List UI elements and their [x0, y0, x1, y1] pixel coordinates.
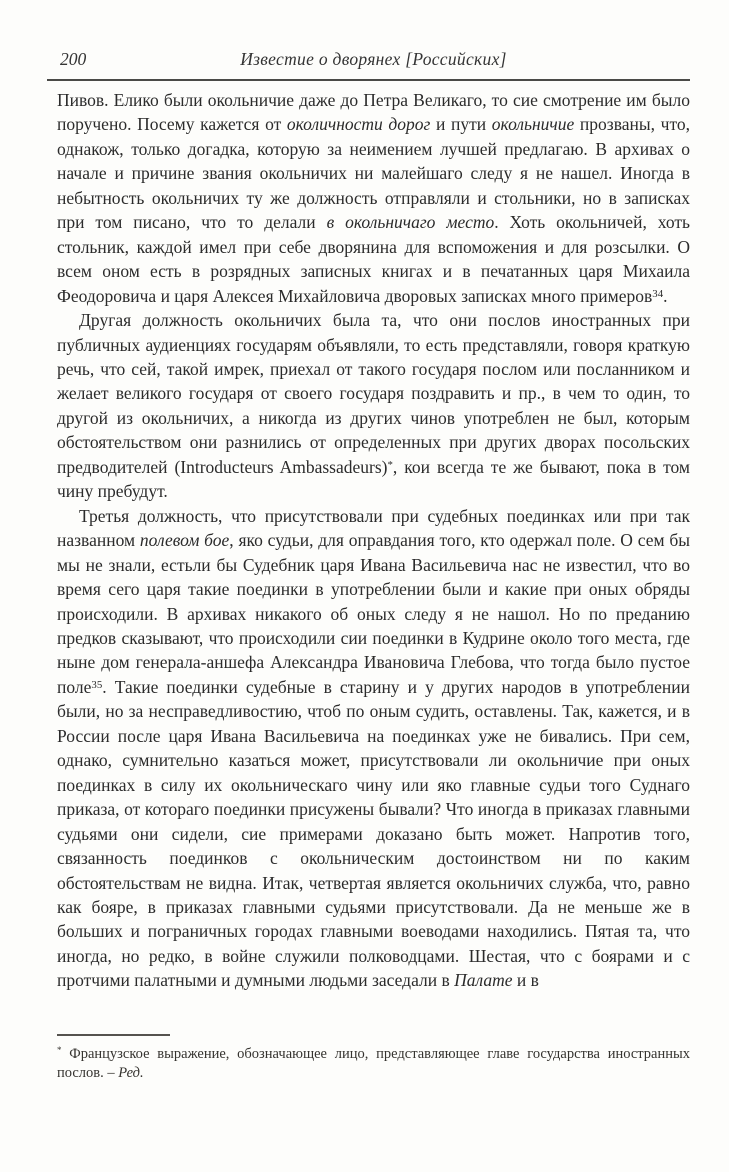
- italic-run: околичности дорог: [286, 114, 431, 135]
- superscript-marker: *: [57, 1045, 62, 1056]
- text-run: , яко судьи, для оправдания того, кто одержал поле. О сем бы мы не знали, естьли бы Судебник царя Ивана Васильевича нас не известил, что во время сего царя такие поединки в употреблении были и какие при оных обряды происходили. В архивах никакого об оных следу я не нашол. Но по преданию предков сказывают, что происходили сии поединки в Кудрине около того места, где ныне дом генерала-аншефа Александра Ивановича Глебова, что тогда было пустое поле: [57, 530, 690, 697]
- text-run: .: [663, 285, 668, 306]
- text-run: Пивов. Елико были окольничие даже до Петра Великаго, то сие смотрение им было поручено. Посему кажется от: [57, 90, 690, 135]
- text-run: Французское выражение, обозначающее лицо, представляющее главе государства иностранных послов. –: [57, 1045, 690, 1081]
- footnote: [57, 1045, 690, 1084]
- paragraph: [57, 308, 690, 504]
- text-run: и в: [512, 970, 539, 991]
- footnote-rule: [57, 1034, 170, 1036]
- page-number: 200: [60, 49, 87, 69]
- italic-run: в окольничаго место: [326, 212, 495, 233]
- text-run: . Хоть окольничей, хоть стольник, каждой имел при себе дворянина для вспоможения и для розсылки. О всем оном есть в розрядных записных книгах и в печатанных царя Михаила Феодоровича и царя Алексея Михайловича дворовых записках много примеров: [57, 212, 690, 306]
- superscript-marker: 35: [91, 679, 103, 691]
- text-run: Другая должность окольничих была та, что они послов иностранных при публичных аудиенциях государям объявляли, то есть представляли, говоря краткую речь, что сей, такой имрек, приехал от такого государя послом или посланником и желает великого государя от своего государя поздравить и пр., в чем то один, то другой из окольничих, а никогда из других чинов употреблен не был, которым обстоятельством они разнились от определенных при других дворах посольских предводителей (Introducteurs Ambassadeurs): [57, 310, 690, 477]
- text-run: и пути: [430, 114, 492, 135]
- paragraph: [57, 88, 690, 308]
- text-run: , кои всегда те же бывают, пока в том чину пребудут.: [57, 456, 690, 502]
- text-run: Третья должность, что присутствовали при судебных поединках или при так названном: [57, 505, 690, 551]
- header-rule: [47, 79, 690, 81]
- italic-run: окольничие: [491, 114, 575, 135]
- body-text: [57, 88, 690, 993]
- text-run: прозваны, что, однакож, только догадка, которую за неимением лучшей предлагаю. В архивах о начале и причине звания окольничих ни малейшаго следу я не нашел. Иногда в небытность окольничих ту же должность отправляли и стольники, но в записках при том писано, что то делали: [57, 114, 690, 233]
- superscript-marker: *: [387, 458, 393, 471]
- superscript-marker: 34: [652, 287, 664, 300]
- text-run: . Такие поединки судебные в старину и у других народов в употреблении были, но за несправедливостию, чтоб по оным судить, оставлены. Так, кажется, и в России после царя Ивана Васильевича на поединках уже не бивались. При сем, однако, сумнительно казаться может, присутствовали ли окольничие при оных поединках в силу их окольническаго чину или яко главные судьи того Суднаго приказа, от котораго поединки присужены бывали? Что иногда в приказах главными судьями они сидели, сие примерами доказано быть может. Напротив того, связанность поединков с окольническим достоинством ни по каким обстоятельствам не видна. Итак, четвертая является окольничих служба, что, равно как бояре, в приказах главными судьями присутствовали. Да не меньше же в больших и пограничных городах главными воеводами находились. Пятая та, что иногда, но редко, в войне служили полководцами. Шестая, что с боярами и с протчими палатными и думными людьми заседали в: [57, 676, 690, 991]
- paragraph: [57, 504, 690, 993]
- italic-run: полевом бое: [139, 530, 230, 551]
- footnote-area: [57, 1034, 690, 1084]
- page-header: [57, 49, 690, 70]
- running-title: Известие о дворянех [Российских]: [240, 49, 507, 69]
- italic-run: Палате: [454, 970, 513, 991]
- italic-run: Ред.: [118, 1065, 144, 1081]
